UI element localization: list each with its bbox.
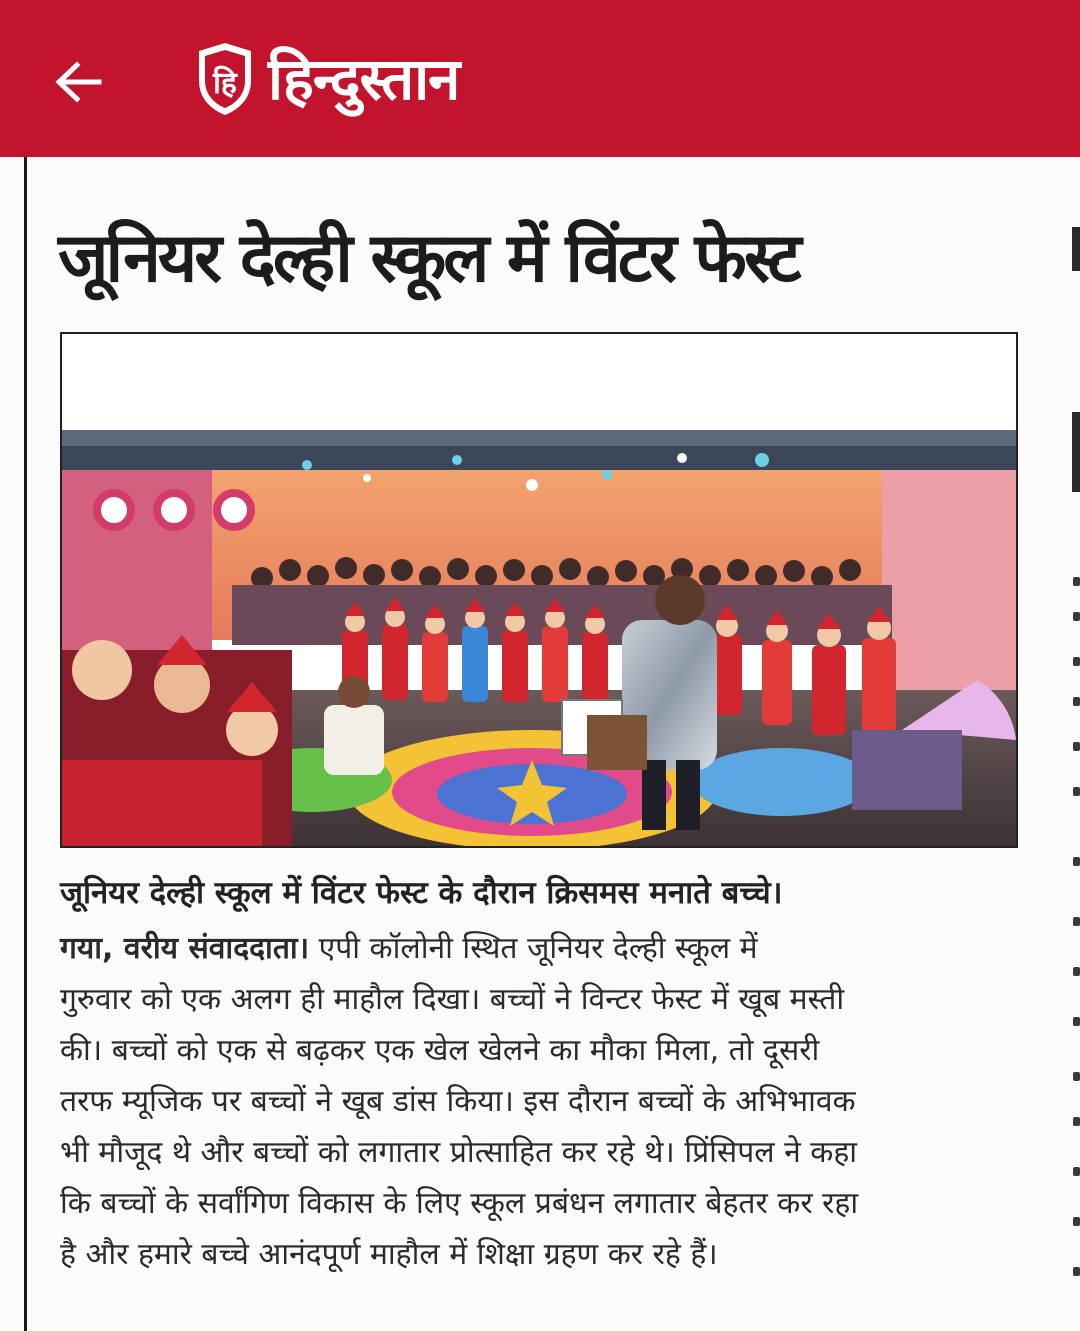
- newspaper-clipping: [0, 157, 1080, 1331]
- photo-caption: जूनियर देल्ही स्कूल में विंटर फेस्ट के दौरान क्रिसमस मनाते बच्चे।: [60, 875, 783, 911]
- article-photo: [60, 332, 1018, 848]
- winter-fest-photo: [62, 430, 1016, 846]
- back-button[interactable]: [40, 44, 116, 120]
- adjacent-column-fragment: [1062, 157, 1080, 1331]
- arrow-left-icon: [53, 60, 103, 104]
- brand-logo[interactable]: [196, 38, 459, 120]
- article-headline: जूनियर देल्ही स्कूल में विंटर फेस्ट: [58, 219, 799, 298]
- brand-name: हिन्दुस्तान: [268, 45, 460, 113]
- column-divider: [24, 157, 27, 1331]
- article-body-text: एपी कॉलोनी स्थित जूनियर देल्ही स्कूल में गुरुवार को एक अलग ही माहौल दिखा। बच्चों ने विन्टर फेस्ट में खूब मस्ती की। बच्चों को एक से बढ़कर एक खेल खेलने का मौका मिला, तो दूसरी तरफ म्यूजिक पर बच्चों ने खूब डांस किया। इस दौरान बच्चों के अभिभावक भी मौजूद थे और बच्चों को लगातार प्रोत्साहित कर रहे थे। प्रिंसिपल ने कहा कि बच्चों के सर्वांगिण विकास के लिए स्कूल प्रबंधन लगातार बेहतर कर रहा है और हमारे बच्चे आनंदपूर्ण माहौल में शिक्षा ग्रहण कर रहे हैं।: [60, 931, 859, 1272]
- logo-glyph: हि: [213, 66, 237, 101]
- article-body: [60, 923, 1020, 1280]
- article-dateline: गया, वरीय संवाददाता।: [60, 931, 310, 966]
- hindustan-shield-logo: [196, 41, 254, 117]
- app-bar: [0, 0, 1080, 157]
